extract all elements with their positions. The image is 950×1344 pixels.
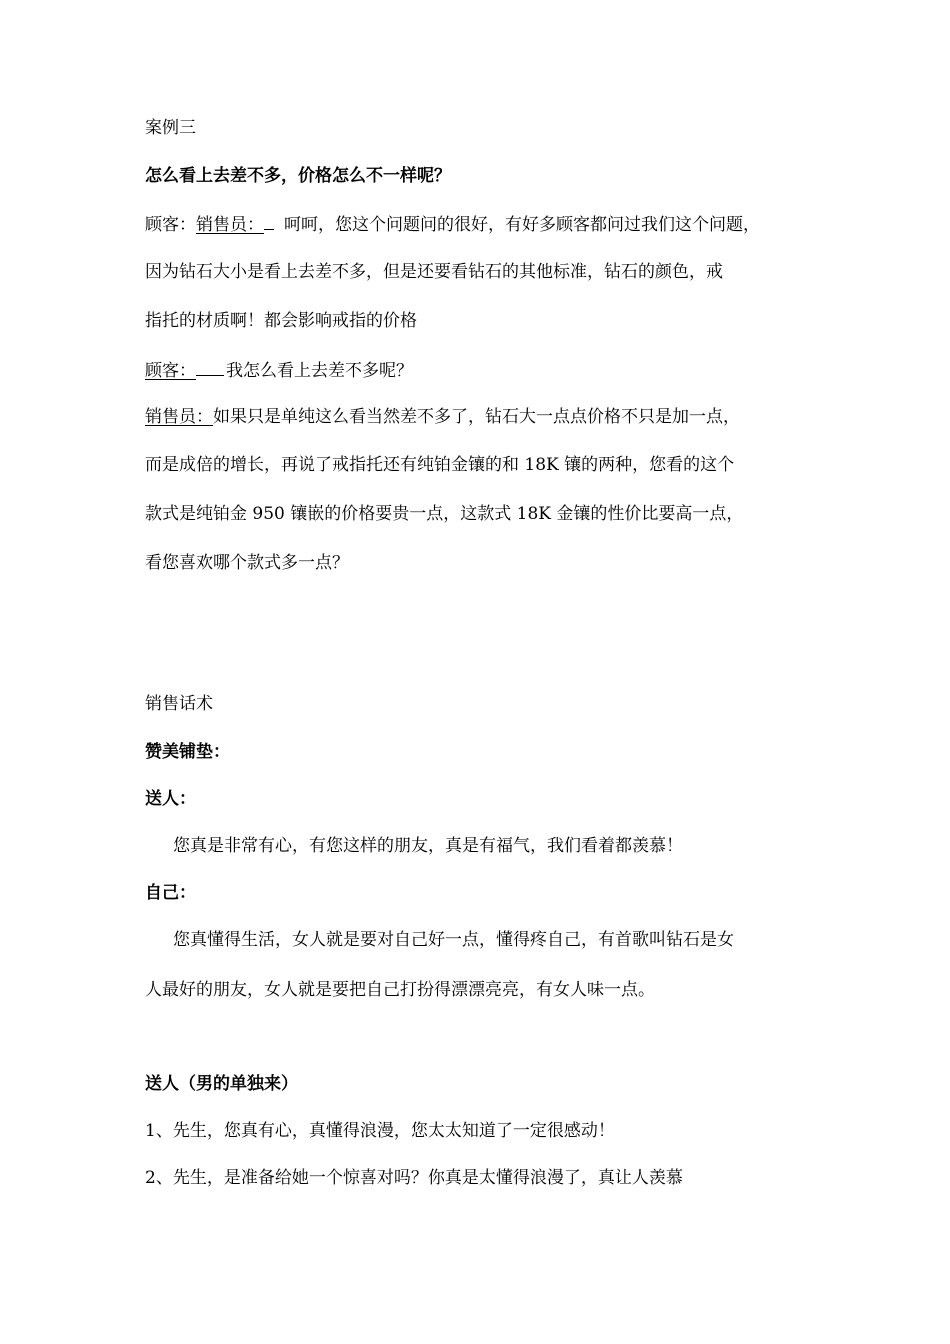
- male-gift-item-1: 1、先生，您真有心，真懂得浪漫，您太太知道了一定很感动！: [145, 1121, 615, 1141]
- blank-underline: [196, 357, 224, 376]
- dialogue-3-line-1: [145, 405, 835, 429]
- self-text-line-1: 您真懂得生活，女人就是要对自己好一点，懂得疼自己，有首歌叫钻石是女: [173, 930, 734, 950]
- dialogue-text: 呵呵，您这个问题问的很好，有好多顾客都问过我们这个问题，: [284, 215, 760, 235]
- male-gift-heading: 送人（男的单独来）: [145, 1074, 298, 1094]
- dialogue-1-line-1: [145, 211, 835, 237]
- dialogue-1-line-2: 因为钻石大小是看上去差不多，但是还要看钻石的其他标准，钻石的颜色，戒: [145, 262, 723, 282]
- self-text-line-2: 人最好的朋友，女人就是要把自己打扮得漂漂亮亮，有女人味一点。: [145, 980, 655, 1000]
- dialogue-3-line-3: 款式是纯铂金 950 镶嵌的价格要贵一点，这款式 18K 金镶的性价比要高一点，: [145, 504, 744, 524]
- case-question: 怎么看上去差不多，价格怎么不一样呢？: [145, 166, 451, 186]
- script-heading: 销售话术: [145, 694, 213, 714]
- customer-label: 顾客：: [145, 361, 196, 381]
- self-heading: 自己：: [145, 883, 196, 903]
- dialogue-3-line-4: 看您喜欢哪个款式多一点？: [145, 553, 349, 573]
- dialogue-3-line-2: 而是成倍的增长，再说了戒指托还有纯铂金镶的和 18K 镶的两种，您看的这个: [145, 455, 735, 475]
- dialogue-2: [145, 357, 835, 383]
- blank-underline: [264, 211, 274, 230]
- male-gift-item-2: 2、先生，是准备给她一个惊喜对吗？你真是太懂得浪漫了，真让人羡慕: [145, 1168, 683, 1188]
- customer-label: 顾客：: [145, 215, 196, 235]
- dialogue-text: 如果只是单纯这么看当然差不多了，钻石大一点点价格不只是加一点，: [213, 407, 740, 427]
- salesperson-label: 销售员：: [145, 407, 213, 427]
- praise-heading: 赞美铺垫：: [145, 742, 230, 762]
- dialogue-1-line-3: 指托的材质啊！都会影响戒指的价格: [145, 311, 417, 331]
- gift-text: 您真是非常有心，有您这样的朋友，真是有福气，我们看着都羡慕！: [173, 836, 683, 856]
- salesperson-label: 销售员：: [196, 215, 264, 235]
- dialogue-text: 我怎么看上去差不多呢？: [226, 361, 413, 381]
- case-heading: 案例三: [145, 118, 196, 138]
- gift-heading: 送人：: [145, 789, 196, 809]
